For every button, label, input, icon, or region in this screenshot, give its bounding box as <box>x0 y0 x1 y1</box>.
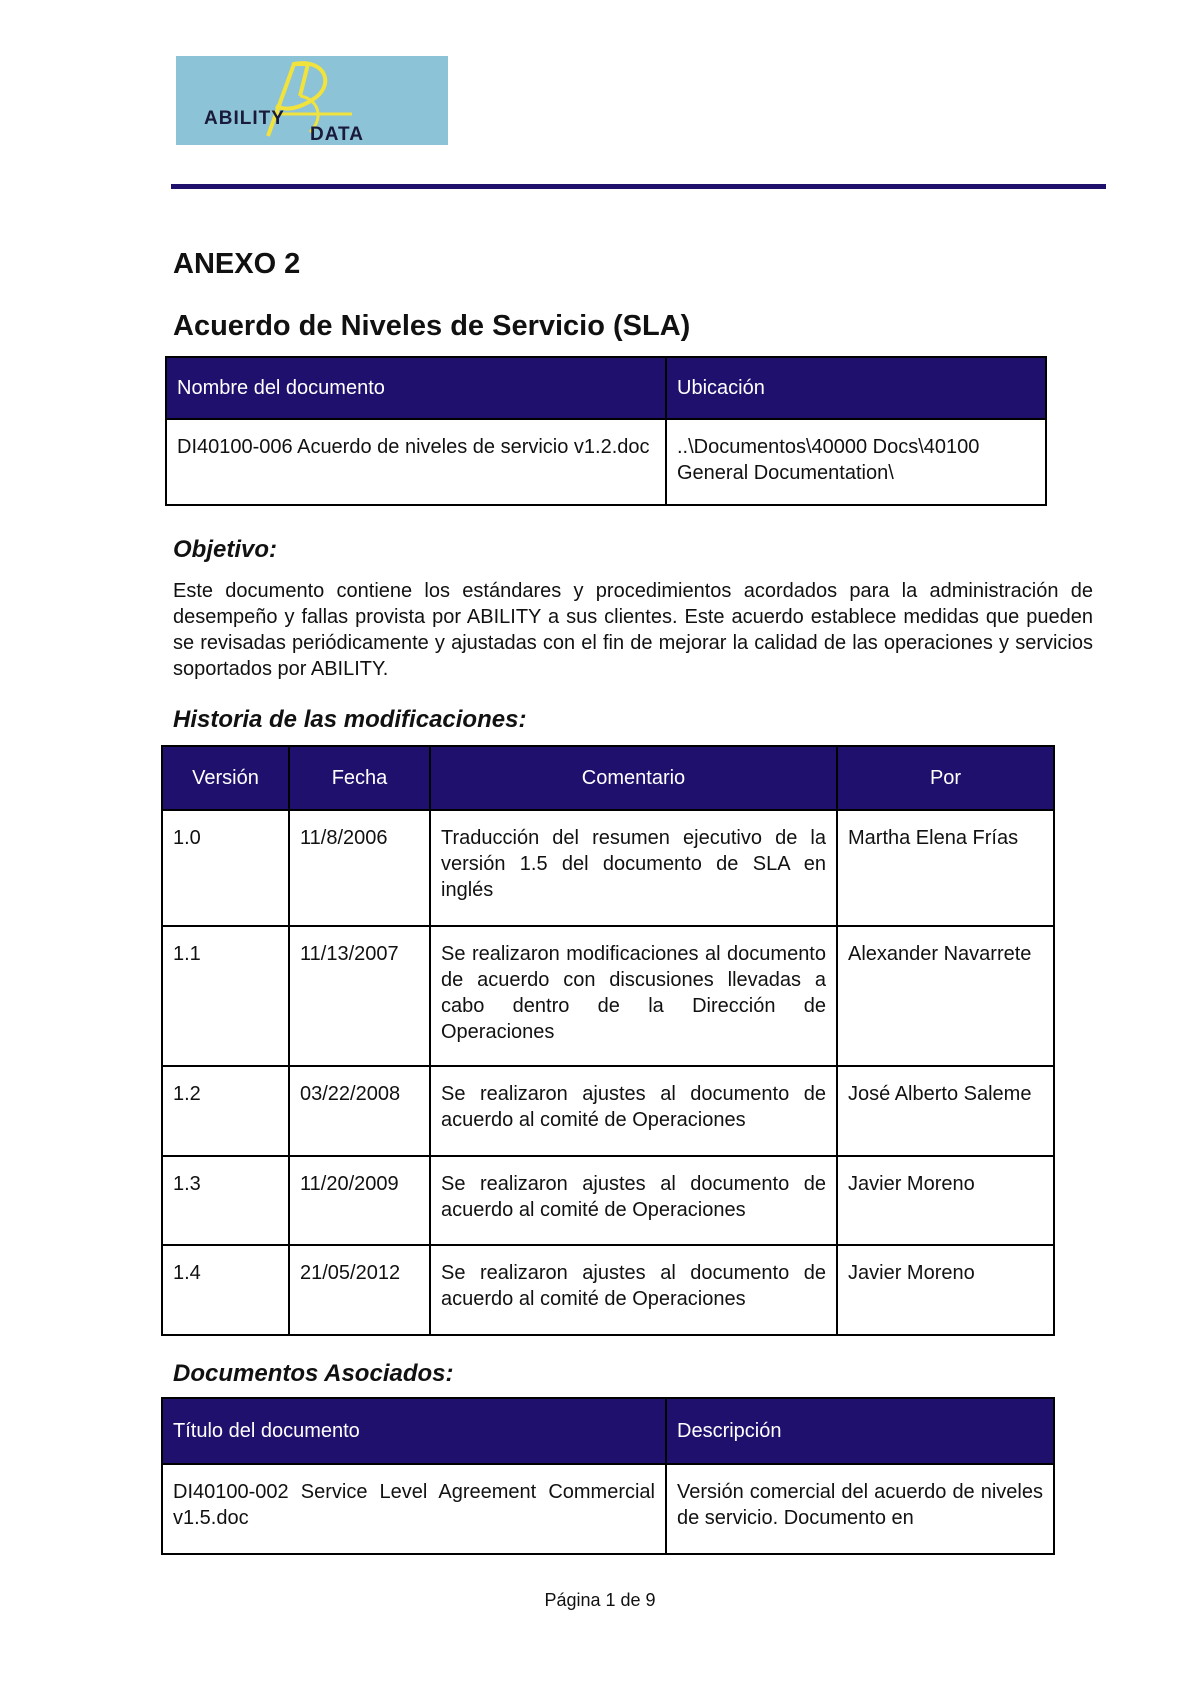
table-header-row <box>166 357 1046 419</box>
date-cell: 03/22/2008 <box>289 1066 430 1156</box>
date-cell: 21/05/2012 <box>289 1245 430 1335</box>
document-subtitle: Acuerdo de Niveles de Servicio (SLA) <box>173 310 691 342</box>
column-header: Por <box>837 746 1054 810</box>
logo-text-ability: ABILITY <box>204 108 285 129</box>
author-cell: José Alberto Saleme <box>837 1066 1054 1156</box>
column-header: Nombre del documento <box>166 357 666 419</box>
comment-cell: Se realizaron modificaciones al documento de acuerdo con discusiones llevadas a cabo dentro de la Dirección de Operaciones <box>430 926 837 1066</box>
page-number: Página 1 de 9 <box>544 1590 656 1610</box>
history-table <box>161 745 1055 1336</box>
version-cell: 1.0 <box>162 810 289 926</box>
table-row <box>162 810 1054 926</box>
table-row <box>162 1464 1054 1554</box>
table-row <box>162 1245 1054 1335</box>
column-header: Versión <box>162 746 289 810</box>
version-cell: 1.1 <box>162 926 289 1066</box>
header-divider <box>171 184 1106 189</box>
table-header-row <box>162 746 1054 810</box>
document-info-table <box>165 356 1047 506</box>
date-cell: 11/20/2009 <box>289 1156 430 1245</box>
column-header: Comentario <box>430 746 837 810</box>
table-row <box>162 1156 1054 1245</box>
document-location-cell: ..\Documentos\40000 Docs\40100 General Documentation\ <box>666 419 1046 505</box>
author-cell: Javier Moreno <box>837 1156 1054 1245</box>
company-logo <box>176 56 448 145</box>
table-row <box>166 419 1046 505</box>
column-header: Título del documento <box>162 1398 666 1464</box>
table-row <box>162 926 1054 1066</box>
date-cell: 11/8/2006 <box>289 810 430 926</box>
comment-cell: Se realizaron ajustes al documento de acuerdo al comité de Operaciones <box>430 1066 837 1156</box>
column-header: Descripción <box>666 1398 1054 1464</box>
table-row <box>162 1066 1054 1156</box>
column-header: Ubicación <box>666 357 1046 419</box>
document-description-cell: Versión comercial del acuerdo de niveles de servicio. Documento en <box>666 1464 1054 1554</box>
document-name-cell: DI40100-006 Acuerdo de niveles de servicio v1.2.doc <box>166 419 666 505</box>
version-cell: 1.4 <box>162 1245 289 1335</box>
objective-heading: Objetivo: <box>173 536 278 563</box>
associated-docs-table <box>161 1397 1055 1555</box>
table-header-row <box>162 1398 1054 1464</box>
author-cell: Alexander Navarrete <box>837 926 1054 1066</box>
logo-text-data: DATA <box>310 124 364 145</box>
author-cell: Martha Elena Frías <box>837 810 1054 926</box>
history-heading: Historia de las modificaciones: <box>173 706 527 733</box>
version-cell: 1.3 <box>162 1156 289 1245</box>
comment-cell: Se realizaron ajustes al documento de acuerdo al comité de Operaciones <box>430 1156 837 1245</box>
document-title-cell: DI40100-002 Service Level Agreement Commercial v1.5.doc <box>162 1464 666 1554</box>
comment-cell: Traducción del resumen ejecutivo de la versión 1.5 del documento de SLA en inglés <box>430 810 837 926</box>
column-header: Fecha <box>289 746 430 810</box>
associated-docs-heading: Documentos Asociados: <box>173 1360 454 1387</box>
objective-paragraph: Este documento contiene los estándares y procedimientos acordados para la administración de desempeño y fallas provista por ABILITY a sus clientes. Este acuerdo establece medidas que pueden se revisadas periódicamente y ajustadas con el fin de mejorar la calidad de las operaciones y servicios soportados por ABILITY. <box>173 580 1093 680</box>
comment-cell: Se realizaron ajustes al documento de acuerdo al comité de Operaciones <box>430 1245 837 1335</box>
date-cell: 11/13/2007 <box>289 926 430 1066</box>
author-cell: Javier Moreno <box>837 1245 1054 1335</box>
page-title: ANEXO 2 <box>173 248 301 280</box>
version-cell: 1.2 <box>162 1066 289 1156</box>
